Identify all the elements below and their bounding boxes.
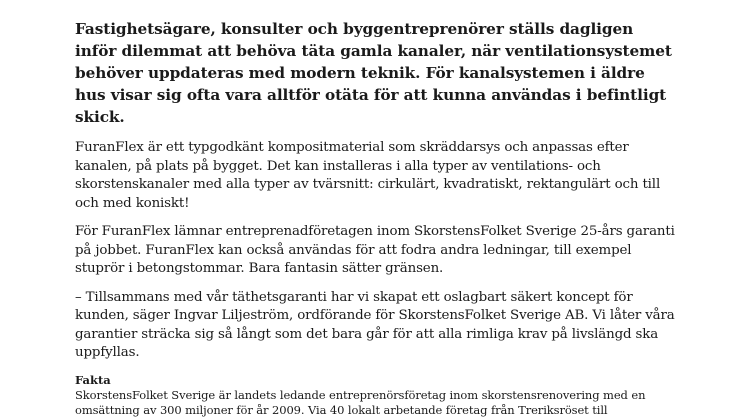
body-paragraph-2: För FuranFlex lämnar entreprenadföretagen inom SkorstensFolket Sverige 25-års garanti på jobbet. FuranFlex kan också användas för att fodra andra ledningar, till exempel stuprör i betongstommar. Bara fantasin sätter gränsen. (75, 224, 675, 276)
fakta-section (75, 373, 675, 418)
lead-paragraph: Fastighetsägare, konsulter och byggentreprenörer ställs dagligen inför dilemmat att behöva täta gamla kanaler, när ventilationsystemet behöver uppdateras med modern teknik. För kanalsystemen i äldre hus visar sig ofta vara alltför otäta för att kunna användas i befintligt skick. (75, 20, 672, 126)
body-paragraph-1: FuranFlex är ett typgodkänt kompositmaterial som skräddarsys och anpassas efter kanalen, på plats på bygget. Det kan installeras i alla typer av ventilations- och skorstenskanaler med alla typer av tvärsnitt: cirkulärt, kvadratiskt, rektangulärt och till och med koniskt! (75, 140, 661, 211)
document-page (75, 18, 675, 418)
fakta-heading: Fakta (75, 372, 111, 387)
fakta-text: SkorstensFolket Sverige är landets ledande entreprenörsföretag inom skorstensrenovering med en omsättning av 300 miljoner för år 2009. Via 40 lokalt arbetande företag från Treriksröset till (75, 387, 646, 417)
body-paragraph-3: – Tillsammans med vår täthetsgaranti har vi skapat ett oslagbart säkert koncept för kunden, säger Ingvar Liljeström, ordförande för SkorstensFolket Sverige AB. Vi låter våra garantier sträcka sig så långt som det bara går för att alla rimliga krav på livslängd ska uppfyllas. (75, 289, 675, 360)
